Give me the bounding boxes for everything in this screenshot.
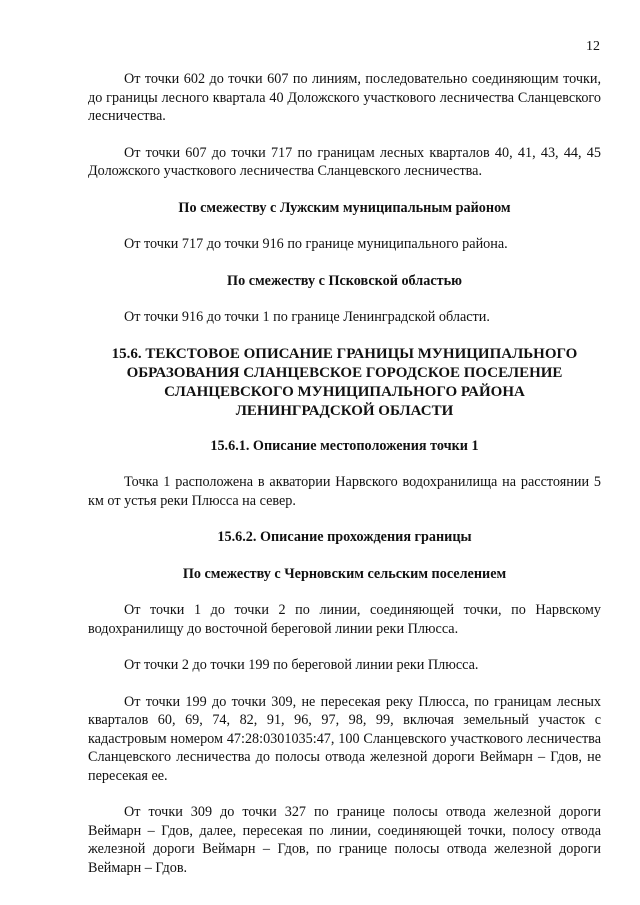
- section-title-line: СЛАНЦЕВСКОГО МУНИЦИПАЛЬНОГО РАЙОНА: [164, 383, 525, 400]
- heading-luga: По смежеству с Лужским муниципальным районом: [178, 199, 511, 216]
- heading-pskov: По смежеству с Псковской областью: [227, 272, 462, 289]
- section-title-line: ЛЕНИНГРАДСКОЙ ОБЛАСТИ: [235, 402, 454, 419]
- page-number: 12: [586, 39, 600, 54]
- subsection-heading-boundary: 15.6.2. Описание прохождения границы: [217, 529, 472, 545]
- section-title-line: ОБРАЗОВАНИЯ СЛАНЦЕВСКОЕ ГОРОДСКОЕ ПОСЕЛЕНИЕ: [126, 364, 563, 381]
- paragraph: Точка 1 расположена в акватории Нарвского водохранилища на расстоянии 5 км от устья реки Плюсса на север.: [88, 474, 601, 509]
- paragraph: От точки 916 до точки 1 по границе Ленинградской области.: [124, 309, 490, 325]
- paragraph: От точки 199 до точки 309, не пересекая реку Плюсса, по границам лесных кварталов 60, 69, 74, 82, 91, 96, 97, 98, 99, включая земельный участок с кадастровым номером 47:28:0301035:47, 100 Сланцевского участкового лесничества Сланцевского лесничества до полосы отвода железной дороги Веймарн – Гдов, не пересекая ее.: [88, 693, 601, 784]
- paragraph: От точки 309 до точки 327 по границе полосы отвода железной дороги Веймарн – Гдов, далее, пересекая по линии, соединяющей точки, полосу отвода железной дороги Веймарн – Гдов, по границе полосы отвода железной дороги Веймарн – Гдов.: [88, 804, 601, 876]
- paragraph: От точки 607 до точки 717 по границам лесных кварталов 40, 41, 43, 44, 45 Доложского участкового лесничества Сланцевского лесничества.: [88, 144, 601, 179]
- section-title-line: 15.6. ТЕКСТОВОЕ ОПИСАНИЕ ГРАНИЦЫ МУНИЦИПАЛЬНОГО: [111, 345, 578, 362]
- section-title: [88, 345, 601, 421]
- paragraph: От точки 602 до точки 607 по линиям, последовательно соединяющим точки, до границы лесного квартала 40 Доложского участкового лесничества Сланцевского лесничества.: [88, 71, 601, 124]
- paragraph: От точки 1 до точки 2 по линии, соединяющей точки, по Нарвскому водохранилищу до восточной береговой линии реки Плюсса.: [88, 602, 601, 637]
- paragraph: От точки 2 до точки 199 по береговой линии реки Плюсса.: [124, 657, 479, 673]
- document-body: [88, 70, 601, 895]
- subsection-heading-point-1: 15.6.1. Описание местоположения точки 1: [210, 437, 479, 454]
- heading-chernovskoe: По смежеству с Черновским сельским поселением: [182, 565, 507, 582]
- paragraph: От точки 717 до точки 916 по границе муниципального района.: [124, 236, 508, 252]
